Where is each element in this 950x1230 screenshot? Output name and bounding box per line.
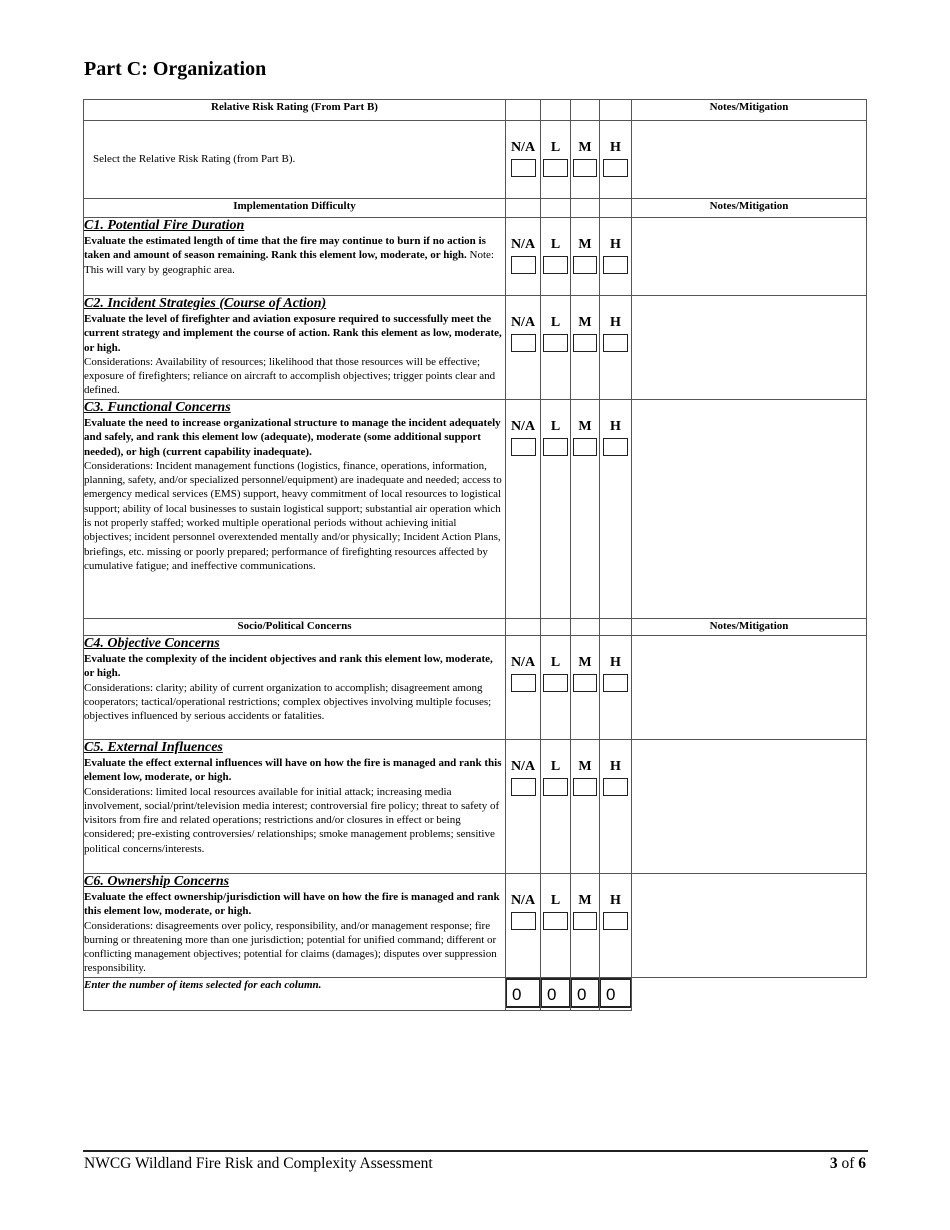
- total-h-count[interactable]: 0: [599, 978, 632, 1008]
- notes-header: Notes/Mitigation: [632, 100, 867, 121]
- c4-na-checkbox[interactable]: [511, 674, 536, 692]
- item-note: Considerations: Availability of resources; likelihood that those resources will be effective; exposure of firefighters; reliance on aircraft to accomplish objectives; trigger points clear and defined.: [84, 355, 496, 397]
- risk-na-checkbox[interactable]: [511, 159, 536, 177]
- column-label: L: [550, 893, 561, 908]
- column-label: N/A: [510, 140, 536, 155]
- item-note: Note: This will vary by geographic area.: [84, 249, 494, 276]
- current-page: 3: [829, 1155, 838, 1172]
- c1-notes-field[interactable]: [632, 218, 867, 296]
- c1-l-checkbox[interactable]: [543, 256, 568, 274]
- c6-h-checkbox[interactable]: [603, 912, 628, 930]
- column-label: L: [550, 237, 561, 252]
- totals-row: [84, 978, 867, 1011]
- total-m-count[interactable]: 0: [570, 978, 600, 1008]
- c5-na-checkbox[interactable]: [511, 778, 536, 796]
- column-label: M: [578, 893, 592, 908]
- risk-rating-header: Relative Risk Rating (From Part B): [84, 100, 506, 121]
- risk-m-cell: [571, 121, 600, 199]
- c6-m-checkbox[interactable]: [573, 912, 597, 930]
- item-note: Considerations: Incident management functions (logistics, finance, operations, information, planning, safety, and/or specialized personnel/equipment) are inadequate and needed; access to emergency medical services (EMS) support, heavy commitment of local resources to logistical support; ability of local businesses to sustain logistical support; substantial air operation which is not properly staffed; worked multiple operational periods without achieving initial objectives; incident personnel overextended mentally and/or physically; Incident Action Plans, briefings, etc. missing or poorly prepared; performance of firefighting resources affected by cumulative fatigue; and ineffective communications.: [84, 459, 502, 572]
- item-note: Considerations: clarity; ability of current organization to accomplish; disagreement among cooperators; tactical/operational restrictions; complex objectives involving multiple focuses; objectives influenced by serious accidents or fatalities.: [84, 681, 492, 723]
- c6-l-checkbox[interactable]: [543, 912, 568, 930]
- column-label: L: [550, 759, 561, 774]
- column-label: M: [578, 419, 592, 434]
- column-label: H: [610, 419, 621, 434]
- item-title: C5. External Influences: [84, 740, 223, 755]
- column-label: H: [610, 315, 621, 330]
- notes-header: Notes/Mitigation: [632, 199, 867, 218]
- c1-m-checkbox[interactable]: [573, 256, 597, 274]
- c4-m-checkbox[interactable]: [573, 674, 597, 692]
- organization-table: [83, 99, 867, 1011]
- totals-label: Enter the number of items selected for each column.: [84, 978, 506, 1011]
- c1-h-checkbox[interactable]: [603, 256, 628, 274]
- c1-na-checkbox[interactable]: [511, 256, 536, 274]
- item-row-c5: [84, 740, 867, 874]
- c6-notes-field[interactable]: [632, 874, 867, 978]
- c2-m-checkbox[interactable]: [573, 334, 597, 352]
- risk-l-checkbox[interactable]: [543, 159, 568, 177]
- c5-notes-field[interactable]: [632, 740, 867, 874]
- page-separator: of: [837, 1155, 859, 1172]
- risk-rating-row: [84, 121, 867, 199]
- column-label: L: [550, 419, 561, 434]
- column-label: N/A: [510, 759, 536, 774]
- column-label: M: [578, 759, 592, 774]
- column-label: M: [578, 237, 592, 252]
- item-title: C4. Objective Concerns: [84, 636, 220, 651]
- c2-h-checkbox[interactable]: [603, 334, 628, 352]
- column-label: N/A: [510, 315, 536, 330]
- column-label: N/A: [510, 893, 536, 908]
- notes-header: Notes/Mitigation: [632, 619, 867, 636]
- item-note: Considerations: limited local resources available for initial attack; increasing media involvement, social/print/television media interest; controversial fire policy; threat to safety of visitors from fire and related operations; restrictions and/or closures in effect or being considered; pre-existing controversies/ relationships; smoke management problems; sensitive political concerns/interests.: [84, 785, 500, 855]
- column-label: N/A: [510, 237, 536, 252]
- footer-document-title: NWCG Wildland Fire Risk and Complexity Assessment: [84, 1155, 433, 1172]
- risk-rating-instruction: Select the Relative Risk Rating (from Part B).: [84, 121, 506, 199]
- item-title: C3. Functional Concerns: [84, 400, 231, 415]
- page-number: [830, 1155, 866, 1173]
- column-label: N/A: [510, 419, 536, 434]
- item-evaluation: Evaluate the complexity of the incident objectives and rank this element low, moderate, or high.: [84, 653, 493, 680]
- risk-h-cell: [600, 121, 632, 199]
- column-label: L: [550, 315, 561, 330]
- c6-na-checkbox[interactable]: [511, 912, 536, 930]
- c3-h-checkbox[interactable]: [603, 438, 628, 456]
- column-label: M: [578, 315, 592, 330]
- item-evaluation: Evaluate the level of firefighter and aviation exposure required to successfully meet the current strategy and implement the course of action. Rank this element as low, moderate, or high.: [84, 313, 502, 354]
- item-row-c6: [84, 874, 867, 978]
- footer-divider: [83, 1150, 868, 1152]
- c5-m-checkbox[interactable]: [573, 778, 597, 796]
- c4-h-checkbox[interactable]: [603, 674, 628, 692]
- item-title: C6. Ownership Concerns: [84, 874, 230, 889]
- risk-na-cell: [506, 121, 541, 199]
- column-label: N/A: [510, 655, 536, 670]
- c2-l-checkbox[interactable]: [543, 334, 568, 352]
- c5-h-checkbox[interactable]: [603, 778, 628, 796]
- item-row-c2: [84, 296, 867, 400]
- risk-notes-field[interactable]: [632, 121, 867, 199]
- column-label: H: [610, 759, 621, 774]
- c2-na-checkbox[interactable]: [511, 334, 536, 352]
- column-label: M: [578, 655, 592, 670]
- column-label: H: [610, 893, 621, 908]
- c5-l-checkbox[interactable]: [543, 778, 568, 796]
- item-row-c4: [84, 636, 867, 740]
- total-pages: 6: [858, 1155, 866, 1172]
- c3-l-checkbox[interactable]: [543, 438, 568, 456]
- c3-notes-field[interactable]: [632, 400, 867, 619]
- risk-m-checkbox[interactable]: [573, 159, 597, 177]
- c3-na-checkbox[interactable]: [511, 438, 536, 456]
- column-label: M: [578, 140, 592, 155]
- risk-h-checkbox[interactable]: [603, 159, 628, 177]
- item-evaluation: Evaluate the effect external influences will have on how the fire is managed and rank this element low, moderate, or high.: [84, 757, 502, 784]
- column-label: L: [550, 655, 561, 670]
- risk-l-cell: [541, 121, 571, 199]
- total-na-count[interactable]: 0: [505, 978, 541, 1008]
- implementation-header: Implementation Difficulty: [84, 199, 506, 218]
- item-evaluation: Evaluate the estimated length of time that the fire may continue to burn if no action is taken and amount of season remaining. Rank this element low, moderate, or high.: [84, 235, 486, 262]
- c3-m-checkbox[interactable]: [573, 438, 597, 456]
- item-row-c1: [84, 218, 867, 296]
- item-row-c3: [84, 400, 867, 619]
- item-evaluation: Evaluate the effect ownership/jurisdiction will have on how the fire is managed and rank this element low, moderate, or high.: [84, 891, 500, 918]
- item-note: Considerations: disagreements over policy, responsibility, and/or management response; fire burning or threatening more than one jurisdiction; potential for unified command; different or conflicting management objectives; potential for claims (damages); disputes over suppression responsibility.: [84, 919, 497, 975]
- column-label: L: [550, 140, 561, 155]
- item-title: C2. Incident Strategies (Course of Action): [84, 296, 327, 311]
- item-evaluation: Evaluate the need to increase organizational structure to manage the incident adequately and safely, and rank this element low (adequate), moderate (some additional support needed), or high (current capability inadequate).: [84, 417, 501, 458]
- c4-notes-field[interactable]: [632, 636, 867, 740]
- c2-notes-field[interactable]: [632, 296, 867, 400]
- item-title: C1. Potential Fire Duration: [84, 218, 245, 233]
- column-label: H: [610, 140, 621, 155]
- socio-political-header: Socio/Political Concerns: [84, 619, 506, 636]
- page-title: Part C: Organization: [84, 58, 267, 80]
- column-label: H: [610, 655, 621, 670]
- c4-l-checkbox[interactable]: [543, 674, 568, 692]
- column-label: H: [610, 237, 621, 252]
- total-l-count[interactable]: 0: [540, 978, 571, 1008]
